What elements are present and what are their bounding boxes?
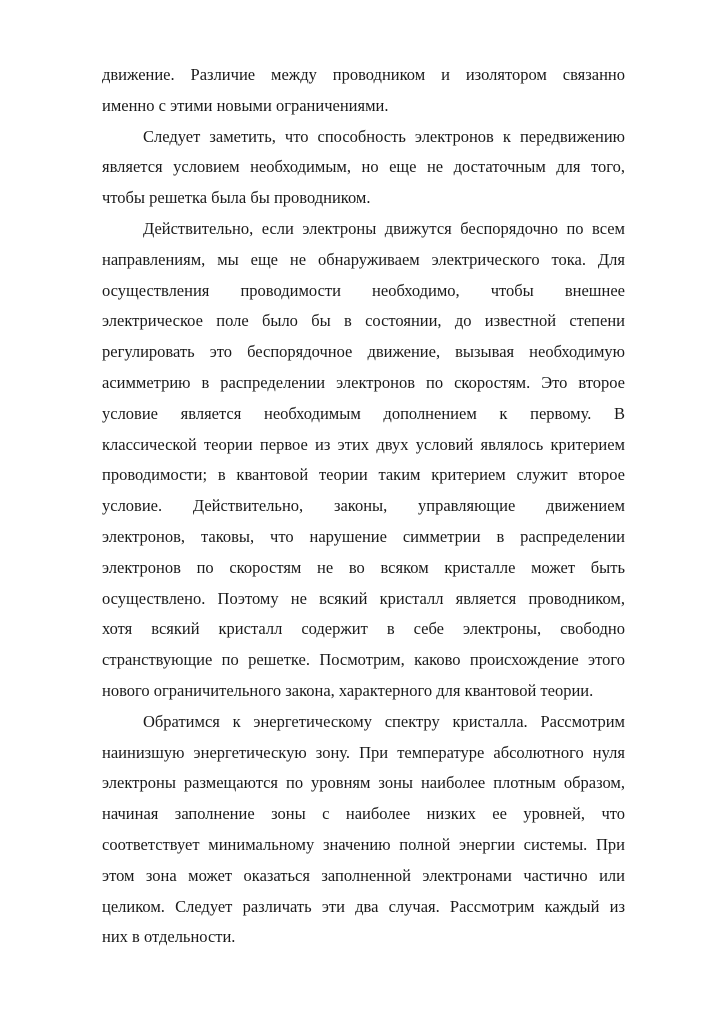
paragraph-4	[102, 707, 625, 953]
text-line: электронов, таковы, что нарушение симметрии в распределении	[102, 526, 625, 546]
text-line: странствующие по решетке. Посмотрим, каково происхождение этого	[102, 650, 625, 670]
text-line: Действительно, если электроны движутся беспорядочно по всем	[143, 218, 625, 238]
text-line: электроны размещаются по уровням зоны наиболее плотным образом,	[102, 773, 625, 793]
text-line: соответствует минимальному значению полной энергии системы. При	[102, 834, 625, 854]
text-line: Обратимся к энергетическому спектру кристалла. Рассмотрим	[143, 711, 625, 731]
text-line: электрическое поле было бы в состоянии, до известной степени	[102, 311, 625, 331]
text-line: электронов по скоростям не во всяком кристалле может быть	[102, 557, 625, 577]
text-line: осуществления проводимости необходимо, чтобы внешнее	[102, 280, 625, 300]
text-line: целиком. Следует различать эти два случая. Рассмотрим каждый из	[102, 896, 625, 916]
text-line: наинизшую энергетическую зону. При температуре абсолютного нуля	[102, 742, 625, 762]
text-line: движение. Различие между проводником и изолятором связанно	[102, 65, 625, 84]
text-line: именно с этими новыми ограничениями.	[102, 95, 389, 115]
text-line: условие является необходимым дополнением к первому. В	[102, 403, 625, 423]
text-line: классической теории первое из этих двух условий являлось критерием	[102, 434, 625, 454]
text-line: нового ограничительного закона, характерного для квантовой теории.	[102, 680, 594, 700]
text-line: начиная заполнение зоны с наиболее низких ее уровней, что	[102, 804, 625, 824]
text-line: условие. Действительно, законы, управляющие движением	[102, 496, 625, 516]
text-line: проводимости; в квантовой теории таким критерием служит второе	[102, 465, 625, 485]
body-text	[102, 60, 625, 953]
text-line: регулировать это беспорядочное движение, вызывая необходимую	[102, 342, 625, 362]
text-line: Следует заметить, что способность электронов к передвижению	[143, 126, 625, 146]
text-line: направлениям, мы еще не обнаруживаем электрического тока. Для	[102, 249, 625, 269]
paragraph-2	[102, 122, 625, 214]
text-line: хотя всякий кристалл содержит в себе электроны, свободно	[102, 619, 625, 639]
paragraph-1	[102, 60, 625, 122]
text-line: них в отдельности.	[102, 927, 236, 947]
paragraph-3	[102, 214, 625, 707]
text-line: чтобы решетка была бы проводником.	[102, 188, 371, 208]
text-line: является условием необходимым, но еще не достаточным для того,	[102, 157, 625, 177]
text-line: этом зона может оказаться заполненной электронами частично или	[102, 865, 625, 885]
text-line: осуществлено. Поэтому не всякий кристалл является проводником,	[102, 588, 625, 608]
text-line: асимметрию в распределении электронов по скоростям. Это второе	[102, 372, 625, 392]
